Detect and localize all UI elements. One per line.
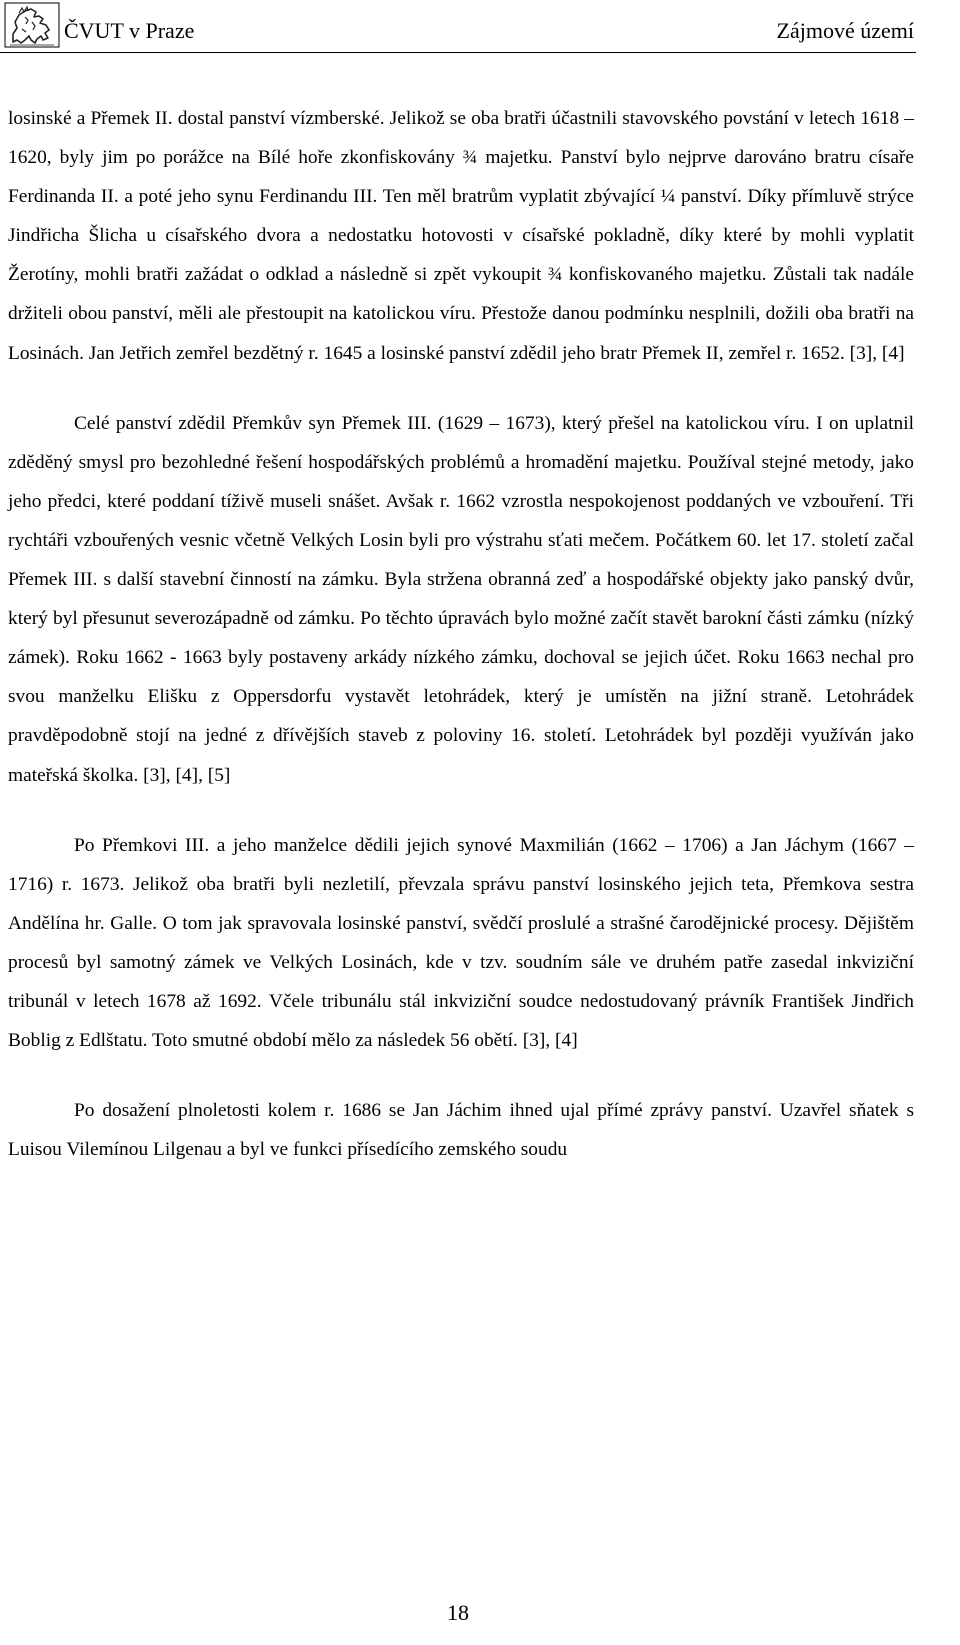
- paragraph-4: Po dosažení plnoletosti kolem r. 1686 se Jan Jáchim ihned ujal přímé zprávy panství. Uzavřel sňatek s Luisou Vilemínou Lilgenau a byl ve funkci přísedícího zemského soudu: [8, 1100, 914, 1161]
- header-institution: ČVUT v Praze: [64, 18, 195, 43]
- paragraph-2: Celé panství zdědil Přemkův syn Přemek III. (1629 – 1673), který přešel na katolickou víru. I on uplatnil zděděný smysl pro bezohledné řešení hospodářských problémů a hromadění majetku. Používal stejné metody, jako jeho předci, které poddaní tíživě museli snášet. Avšak r. 1662 vzrostla nespokojenost poddaných ve vzbouření. Tři rychtáři vzbouřených vesnic včetně Velkých Losin byli pro výstrahu sťati mečem. Počátkem 60. let 17. století začal Přemek III. s další stavební činností na zámku. Byla stržena obranná zeď a hospodářské objekty jako panský dvůr, který byl přesunut severozápadně od zámku. Po těchto úpravách bylo možné začít stavět barokní části zámku (nízký zámek). Roku 1662 - 1663 byly postaveny arkády nízkého zámku, dochoval se jejich účet. Roku 1663 nechal pro svou manželku Elišku z Oppersdorfu vystavět letohrádek, který je umístěn na jižní straně. Letohrádek pravděpodobně stojí na jedné z dřívějších staveb z poloviny 16. století. Letohrádek byl později využíván jako mateřská školka. [3], [4], [5]: [8, 412, 914, 786]
- paragraph-3: Po Přemkovi III. a jeho manželce dědili jejich synové Maxmilián (1662 – 1706) a Jan Jáchym (1667 – 1716) r. 1673. Jelikož oba bratři byli nezletilí, převzala správu panství losinského jejich teta, Přemkova sestra Andělína hr. Galle. O tom jak spravovala losinské panství, svědčí proslulé a strašné čarodějnické procesy. Dějištěm procesů byl samotný zámek ve Velkých Losinách, kde v tzv. soudním sále ve druhém patře zasedal inkviziční tribunál v letech 1678 až 1692. Včele tribunálu stál inkviziční soudce nedostudovaný právník František Jindřich Boblig z Edlštatu. Toto smutné období mělo za následek 56 obětí. [3], [4]: [8, 834, 914, 1052]
- cvut-lion-logo-icon: [4, 2, 60, 48]
- document-body: [8, 99, 914, 1169]
- page-header: [0, 0, 960, 52]
- header-section-title: Zájmové území: [776, 18, 914, 43]
- paragraph-1: losinské a Přemek II. dostal panství vízmberské. Jelikož se oba bratři účastnili stavovského povstání v letech 1618 – 1620, byly jim po porážce na Bílé hoře zkonfiskovány ¾ majetku. Panství bylo nejprve darováno bratru císaře Ferdinanda II. a poté jeho synu Ferdinandu III. Ten měl bratrům vyplatit zbývající ¼ panství. Díky přímluvě strýce Jindřicha Šlicha u císařského dvora a nedostatku hotovosti v císařské pokladně, díky které by mohli vyplatit Žerotíny, mohli bratři zažádat o odklad a následně si zpět vykoupit ¾ konfiskovaného majetku. Zůstali tak nadále držiteli obou panství, měli ale přestoupit na katolickou víru. Přestože danou podmínku nesplnili, dožili oba bratři na Losinách. Jan Jetřich zemřel bezdětný r. 1645 a losinské panství zdědil jeho bratr Přemek II, zemřel r. 1652. [3], [4]: [8, 108, 914, 364]
- header-divider: [0, 52, 916, 53]
- page-number: 18: [447, 1600, 469, 1625]
